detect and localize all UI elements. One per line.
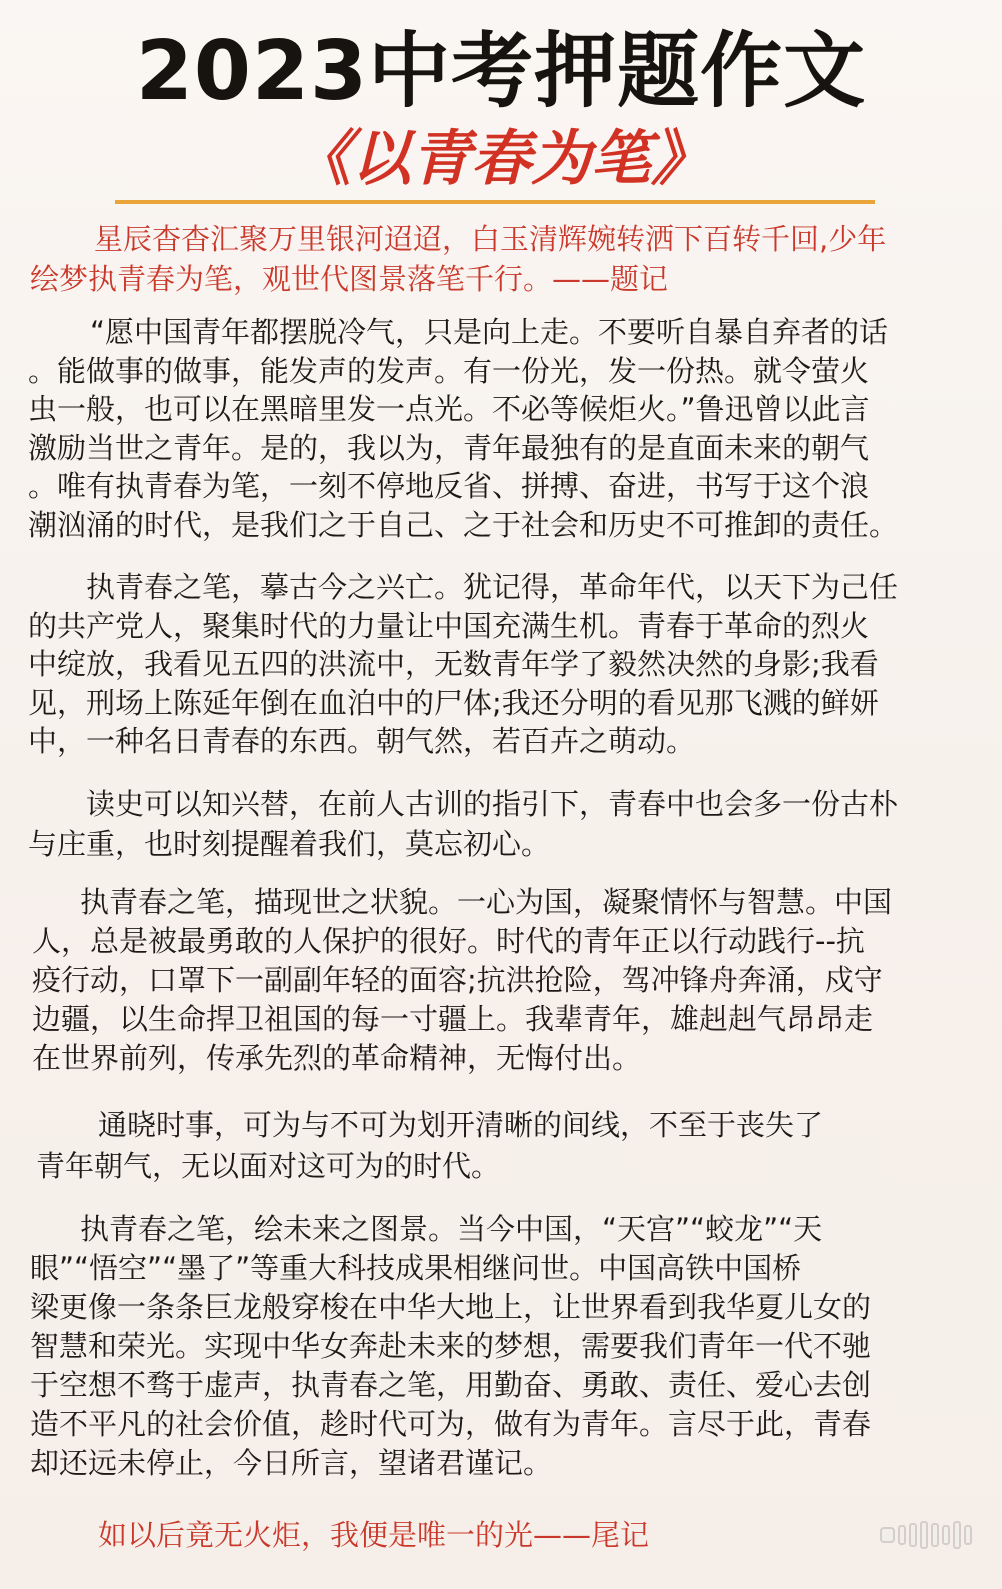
paragraph-line: 人，总是被最勇敢的人保护的很好。时代的青年正以行动践行--抗 [32, 924, 865, 958]
paragraph-line: 见，刑场上陈延年倒在血泊中的尸体;我还分明的看见那飞溅的鲜妍 [28, 685, 879, 720]
page-title: 2023中考押题作文 [135, 24, 867, 119]
paragraph-line: 疫行动，口罩下一副副年轻的面容;抗洪抢险，驾冲锋舟奔涌，戍守 [32, 963, 883, 997]
paragraph-line: 与庄重，也时刻提醒着我们，莫忘初心。 [28, 827, 551, 861]
essay-paragraph [30, 1210, 975, 1483]
paragraph-line: 边疆，以生命捍卫祖国的每一寸疆上。我辈青年，雄赳赳气昂昂走 [32, 1002, 874, 1036]
closing-note: 如以后竟无火炬，我便是唯一的光——尾记 [98, 1518, 650, 1552]
paragraph-line: 于空想不骛于虚声，执青春之笔，用勤奋、勇敢、责任、爱心去创 [30, 1368, 872, 1402]
epigraph-line: 星辰杳杳汇聚万里银河迢迢，白玉清辉婉转洒下百转千回,少年 [94, 222, 887, 256]
essay-paragraph [28, 784, 973, 864]
paragraph-line: 造不平凡的社会价值，趁时代可为，做有为青年。言尽于此，青春 [30, 1407, 872, 1441]
paragraph-line: 智慧和荣光。实现中华女奔赴未来的梦想，需要我们青年一代不驰 [30, 1329, 872, 1363]
paragraph-line: 眼”“悟空”“墨了”等重大科技成果相继问世。中国高铁中国桥 [30, 1251, 802, 1285]
bar-signal-logo-icon [879, 1516, 979, 1554]
paragraph-line: 激励当世之青年。是的，我以为，青年最独有的是直面未来的朝气 [28, 430, 870, 465]
paragraph-line: 青年朝气，无以面对这可为的时代。 [36, 1149, 501, 1183]
paragraph-line: 的共产党人，聚集时代的力量让中国充满生机。青春于革命的烈火 [28, 608, 870, 643]
paragraph-line: 却还远未停止，今日所言，望诸君谨记。 [30, 1446, 553, 1480]
paragraph-line: 读史可以知兴替，在前人古训的指引下，青春中也会多一份古朴 [86, 787, 899, 821]
essay-paragraph [32, 883, 977, 1078]
paragraph-line: 在世界前列，传承先烈的革命精神，无悔付出。 [32, 1041, 642, 1075]
essay-paragraph [36, 1105, 981, 1187]
essay-paragraph [28, 568, 973, 761]
paragraph-line: 执青春之笔，绘未来之图景。当今中国，“天宫”“蛟龙”“天 [80, 1212, 823, 1246]
epigraph [30, 219, 960, 299]
paragraph-line: 虫一般，也可以在黑暗里发一点光。不必等候炬火。”鲁迅曾以此言 [28, 392, 870, 427]
paragraph-line: 中，一种名日青春的东西。朝气然，若百卉之萌动。 [28, 724, 696, 759]
paragraph-line: 执青春之笔，描现世之状貌。一心为国，凝聚情怀与智慧。中国 [80, 885, 893, 919]
paragraph-line: 梁更像一条条巨龙般穿梭在中华大地上，让世界看到我华夏儿女的 [30, 1290, 872, 1324]
epigraph-line: 绘梦执青春为笔，观世代图景落笔千行。——题记 [30, 262, 669, 296]
paragraph-line: 。能做事的做事，能发声的发声。有一份光，发一份热。就令萤火 [28, 353, 870, 388]
essay-paragraph [28, 313, 973, 545]
paragraph-line: 中绽放，我看见五四的洪流中，无数青年学了毅然决然的身影;我看 [28, 647, 879, 682]
paragraph-line: 通晓时事，可为与不可为划开清晰的间线，不至于丧失了 [98, 1108, 824, 1142]
paragraph-line: 。唯有执青春为笔，一刻不停地反省、拼搏、奋进，书写于这个浪 [28, 469, 870, 504]
essay-subtitle: 《以青春为笔》 [291, 124, 711, 194]
paragraph-line: “愿中国青年都摆脱冷气，只是向上走。不要听自暴自弃者的话 [90, 315, 889, 349]
paragraph-line: 执青春之笔，摹古今之兴亡。犹记得，革命年代，以天下为己任 [86, 570, 899, 604]
title-divider [115, 200, 875, 204]
paragraph-line: 潮汹涌的时代，是我们之于自己、之于社会和历史不可推卸的责任。 [28, 507, 899, 542]
